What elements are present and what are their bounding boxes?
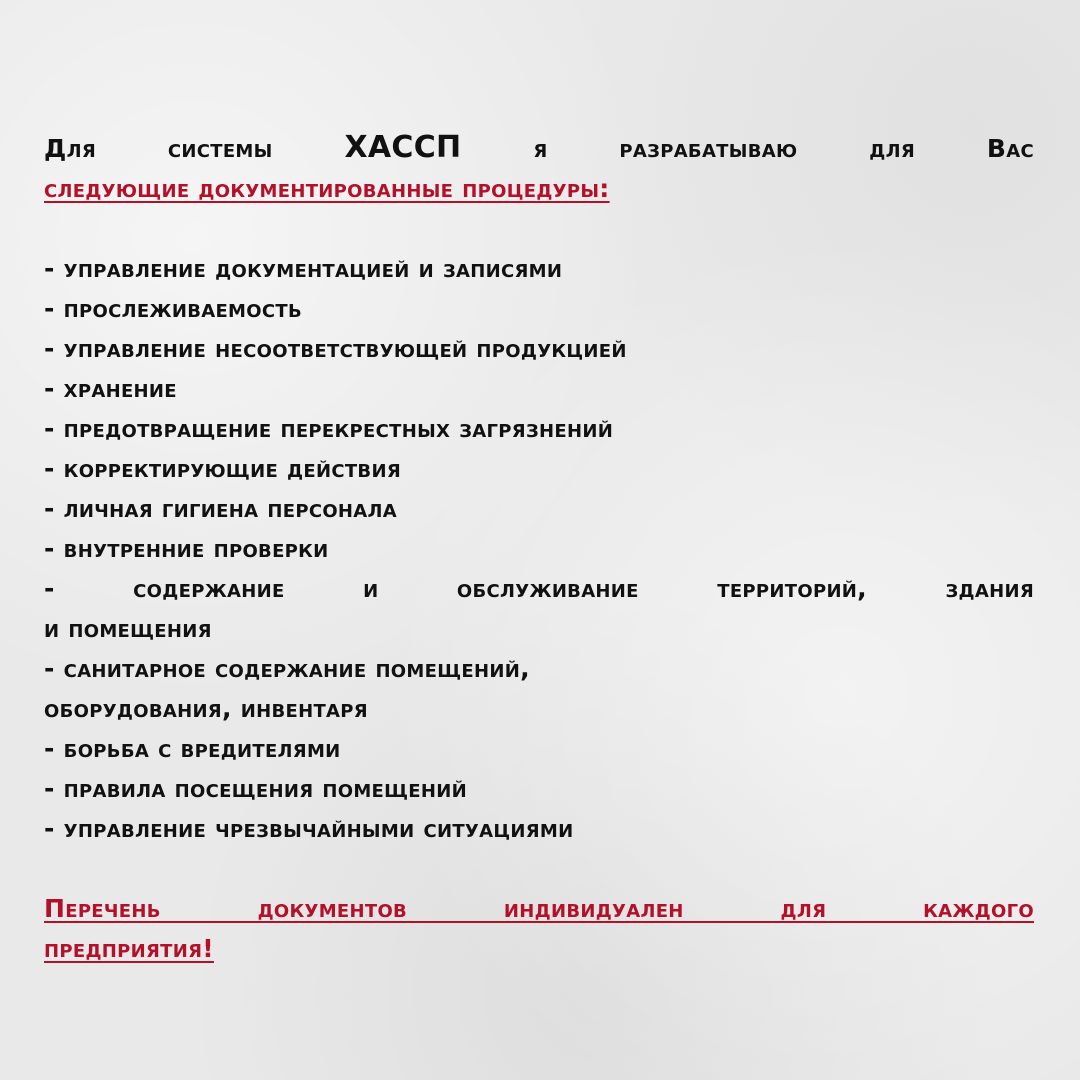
brand-name: ХАССП xyxy=(344,130,462,165)
list-item-continuation: и помещения xyxy=(44,614,212,643)
list-item: - хранение xyxy=(44,374,177,403)
list-item: - борьба с вредителями xyxy=(44,734,341,763)
intro-line-2 xyxy=(44,169,1034,209)
intro-line-1 xyxy=(44,128,1034,169)
list-item: - прослеживаемость xyxy=(44,294,302,323)
intro-suffix: я разрабатываю для Вас xyxy=(533,134,1034,163)
list-item: - правила посещения помещений xyxy=(44,774,467,803)
intro-prefix: Для системы xyxy=(44,134,273,163)
intro-highlight: следующие документированные процедуры: xyxy=(44,174,610,203)
list-item: - корректирующие действия xyxy=(44,454,401,483)
list-item: - содержание и обслуживание территорий, здания xyxy=(44,574,1034,603)
footer-line-2 xyxy=(44,929,1034,969)
list-item: - санитарное содержание помещений, xyxy=(44,654,530,683)
content-block xyxy=(44,128,1034,969)
footer-note-end: предприятия! xyxy=(44,934,214,963)
footer-line-1 xyxy=(44,889,1034,929)
list-item: - управление документацией и записями xyxy=(44,254,563,283)
list-item: - внутренние проверки xyxy=(44,534,329,563)
footer-note: Перечень документов индивидуален для каждого xyxy=(44,894,1034,923)
list-item: - управление чрезвычайными ситуациями xyxy=(44,814,574,843)
list-item: - предотвращение перекрестных загрязнений xyxy=(44,414,614,443)
procedures-list xyxy=(44,249,1034,849)
list-item-continuation: оборудования, инвентаря xyxy=(44,694,368,723)
list-item: - управление несоответствующей продукцией xyxy=(44,334,627,363)
spacer xyxy=(44,209,1034,249)
list-item: - личная гигиена персонала xyxy=(44,494,398,523)
spacer xyxy=(44,849,1034,889)
